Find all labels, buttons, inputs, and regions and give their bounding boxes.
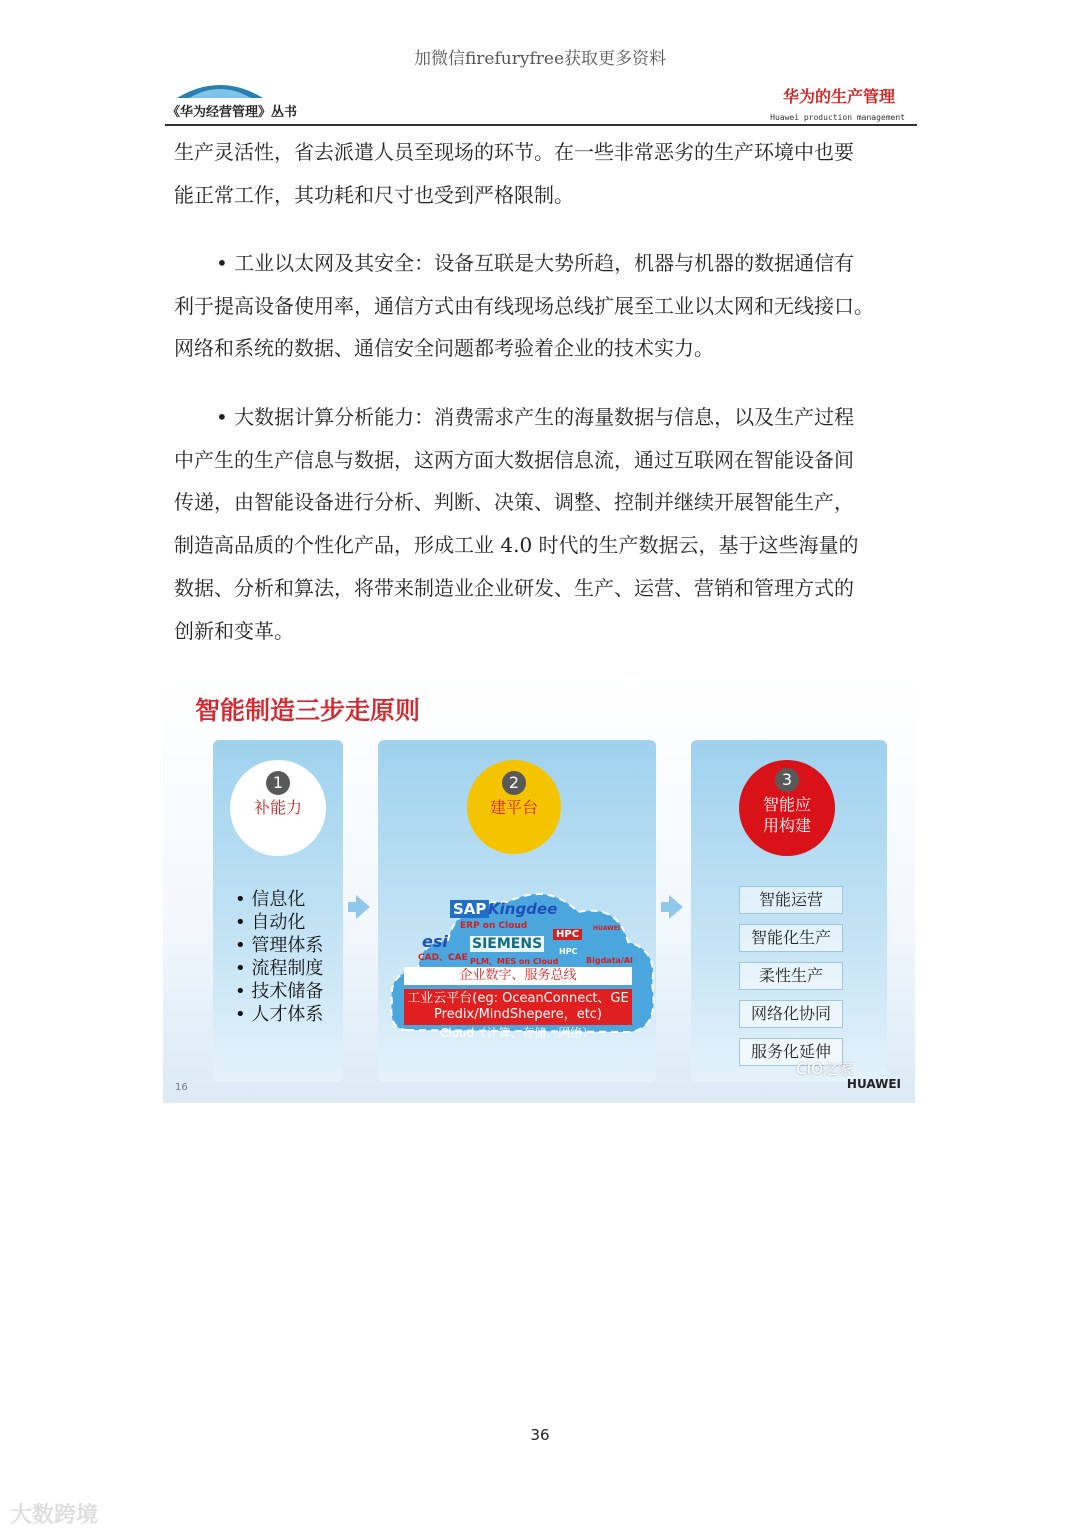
step-number: 1 xyxy=(266,771,290,795)
slide-title: 智能制造三步走原则 xyxy=(195,696,421,725)
text-line: 生产灵活性，省去派遣人员至现场的环节。在一些非常恶劣的生产环境中也要 xyxy=(174,140,854,164)
list-item: • 信息化 xyxy=(235,888,323,911)
huawei-brand: HUAWEI xyxy=(846,1077,901,1091)
text-line: 制造高品质的个性化产品，形成工业 4.0 时代的生产数据云，基于这些海量的 xyxy=(174,533,859,558)
list-item: • 管理体系 xyxy=(235,934,323,957)
hpc-label: HPC xyxy=(559,947,578,956)
app-item: 智能化生产 xyxy=(739,924,843,952)
huawei-logo-icon: HUAWEI xyxy=(593,925,621,932)
text-line: 中产生的生产信息与数据，这两方面大数据信息流，通过互联网在智能设备间 xyxy=(174,447,854,472)
hpc-badge: HPC xyxy=(553,929,582,940)
slide-image xyxy=(163,675,915,1103)
plm-label: PLM、MES on Cloud xyxy=(470,957,559,966)
step-label-line-1: 智能应 xyxy=(762,795,811,814)
step-label: 建平台 xyxy=(489,798,538,817)
text-line: • 工业以太网及其安全：设备互联是大势所趋，机器与机器的数据通信有 xyxy=(216,251,855,275)
kingdee-logo: Kingdee xyxy=(488,900,558,918)
text-line: 网络和系统的数据、通信安全问题都考验着企业的技术实力。 xyxy=(174,336,714,361)
step-label-line-2: 用构建 xyxy=(762,816,811,835)
cloud-platform-bar xyxy=(404,989,632,1025)
paragraph-2 xyxy=(174,242,919,370)
step-1-list xyxy=(235,888,323,1026)
step-3-circle xyxy=(739,760,835,856)
platform-line-2: Predix/MindShepere，etc) xyxy=(433,1007,603,1022)
list-item: • 自动化 xyxy=(235,911,323,934)
mountain-logo-icon xyxy=(175,78,265,100)
step-2-panel xyxy=(378,740,656,1082)
paragraph-1 xyxy=(174,131,919,216)
cloud-label: Cloud（计算、存储、网络） xyxy=(440,1026,595,1040)
siemens-logo: SIEMENS xyxy=(472,936,543,952)
top-watermark-note: 加微信firefuryfree获取更多资料 xyxy=(413,49,667,69)
text-line: 利于提高设备使用率，通信方式由有线现场总线扩展至工业以太网和无线接口。 xyxy=(174,293,874,318)
esi-logo: esi xyxy=(422,932,448,951)
arrow-right-icon xyxy=(661,902,669,912)
text-line: • 大数据计算分析能力：消费需求产生的海量数据与信息，以及生产过程 xyxy=(216,405,855,429)
erp-label: ERP on Cloud xyxy=(460,921,528,931)
text-line: 数据、分析和算法，将带来制造业企业研发、生产、运营、营销和管理方式的 xyxy=(174,575,854,600)
slide-page-number: 16 xyxy=(175,1082,188,1093)
service-bus-bar: 企业数字、服务总线 xyxy=(404,967,632,985)
app-item: 网络化协同 xyxy=(739,1000,843,1028)
text-line: 创新和变革。 xyxy=(174,618,294,643)
app-item: 服务化延伸 xyxy=(739,1038,843,1066)
platform-line-1: 工业云平台(eg: OceanConnect、GE xyxy=(407,991,629,1006)
step-label: 补能力 xyxy=(253,798,302,817)
step-number: 2 xyxy=(502,771,526,795)
step-1-panel xyxy=(213,740,343,1082)
paragraph-3 xyxy=(174,396,919,652)
list-item: • 流程制度 xyxy=(235,957,323,980)
arrow-right-icon xyxy=(669,895,683,919)
arrow-right-icon xyxy=(356,895,370,919)
sap-logo: SAP xyxy=(450,900,489,918)
bigdata-label: Bigdata/AI xyxy=(586,956,634,965)
corner-watermark: 大数跨境 xyxy=(10,1503,99,1528)
text-line: 能正常工作，其功耗和尺寸也受到严格限制。 xyxy=(174,182,574,207)
app-item: 智能运营 xyxy=(739,886,843,914)
wechat-watermark: CIO之家 xyxy=(796,1060,853,1078)
book-series-title: 《华为经营管理》丛书 xyxy=(167,105,298,120)
list-item: • 技术储备 xyxy=(235,980,323,1003)
step-number: 3 xyxy=(775,768,799,792)
page-header xyxy=(165,78,917,126)
step-1-circle xyxy=(230,760,326,856)
step-3-panel xyxy=(691,740,887,1082)
step-2-circle xyxy=(467,760,561,854)
header-title: 华为的生产管理 xyxy=(782,87,895,106)
cad-label: CAD、CAE xyxy=(418,953,468,963)
text-line: 传递，由智能设备进行分析、判断、决策、调整、控制并继续开展智能生产， xyxy=(174,490,854,515)
app-item: 柔性生产 xyxy=(739,962,843,990)
list-item: • 人才体系 xyxy=(235,1003,323,1026)
page-number: 36 xyxy=(530,1426,550,1444)
arrow-right-icon xyxy=(348,902,356,912)
header-subtitle: Huawei production management xyxy=(770,113,905,122)
